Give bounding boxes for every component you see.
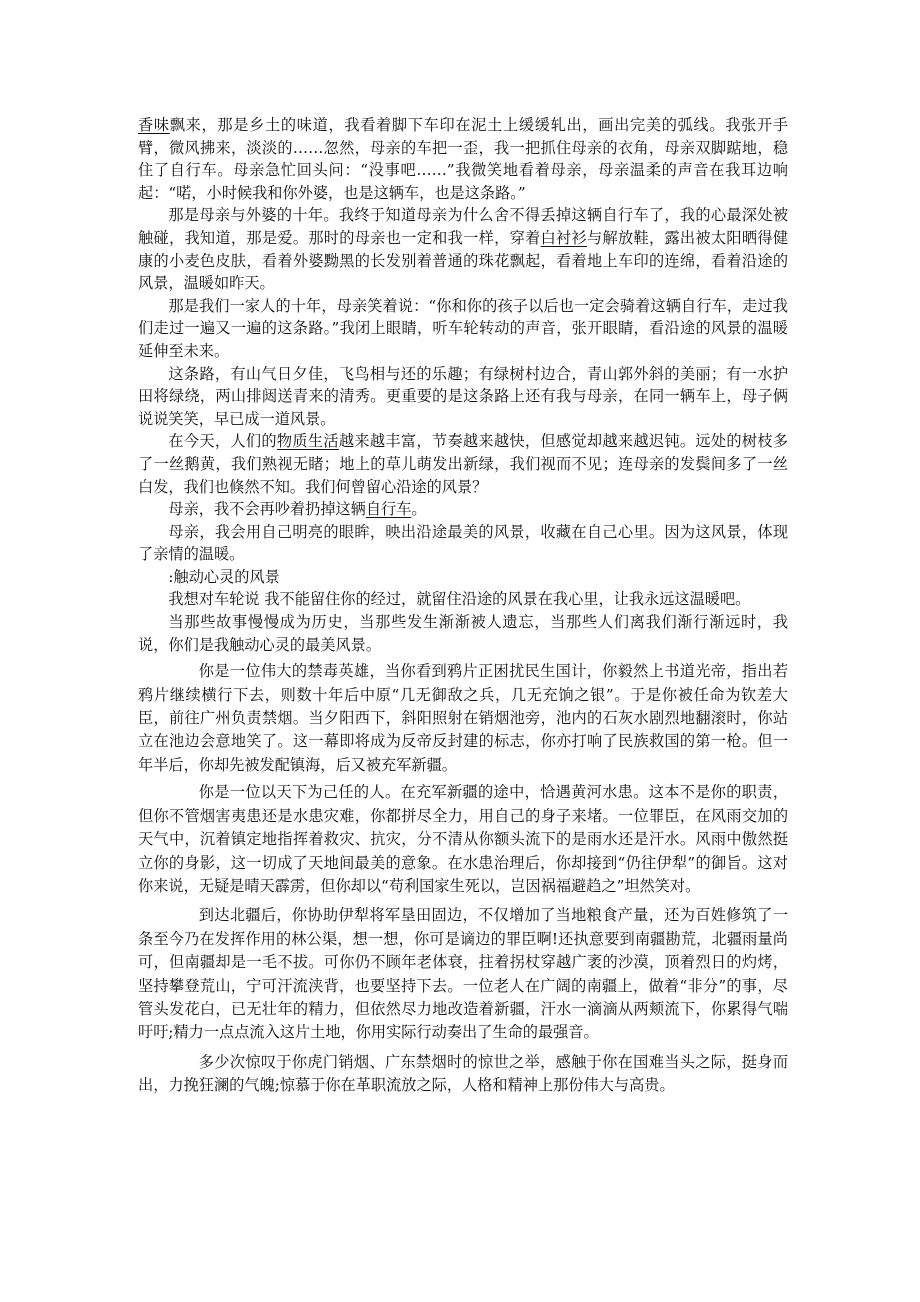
document-body [138, 114, 788, 1098]
text-run: 飘来，那是乡土的味道，我看着脚下车印在泥土上缓缓轧出，画出完美的弧线。我张开手臂，微风拂来，淡淡的……忽然，母亲的车把一歪，我一把抓住母亲的衣角，母亲双脚踮地，稳住了自行车。母亲急忙回头问：“没事吧……”我微笑地看着母亲，母亲温柔的声音在我耳边响起：“喏，小时候我和你外婆，也是这辆车，也是这条路。” [138, 116, 789, 202]
paragraph-14 [138, 1051, 788, 1098]
text-run: 在今天，人们的 [168, 432, 277, 451]
text-run: 到达北疆后，你协助伊犁将军垦田固边，不仅增加了当地粮食产量，还为百姓修筑了一条至今乃在发挥作用的林公渠，想一想，你可是谪边的罪臣啊!还执意要到南疆勘荒，北疆雨量尚可，但南疆却是一毛不拔。可你仍不顾年老体衰，拄着拐杖穿越广袤的沙漠，顶着烈日的灼烤，坚持攀登荒山，宁可汗流浃背，也要坚持下去。一位老人在广阔的南疆上，做着“非分”的事，尽管头发花白，已无壮年的精力，但依然尽力地改造着新疆，汗水一滴滴从两颊流下，你累得气喘吁吁;精力一点点流入这片土地，你用实际行动奏出了生命的最强音。 [138, 906, 788, 1042]
heading-text: :触动心灵的风景 [168, 567, 280, 586]
text-run: 这条路，有山气日夕佳，飞鸟相与还的乐趣；有绿树村边合，青山郭外斜的美丽；有一水护田将绿绕，两山排闼送青来的清秀。更重要的是这条路上还有我与母亲，在同一辆车上，母子俩说说笑笑，早已成一道风景。 [138, 364, 788, 428]
paragraph-1 [138, 114, 788, 204]
text-run: 母亲，我不会再吵着扔掉这辆 [168, 500, 366, 519]
paragraph-5 [138, 430, 788, 498]
text-run: 那是母亲与外婆的十年。我终于知道母亲为什么舍不得丢掉这辆自行车了，我的心最深处被触碰，我知道，那是爱。那时的母亲也一定和我一样，穿着 [138, 206, 788, 247]
paragraph-6 [138, 498, 788, 521]
text-run: 你是一位伟大的禁毒英雄，当你看到鸦片正困扰民生国计，你毅然上书道光帝，指出若鸦片继续横行下去，则数十年后中原“几无御敌之兵，几无充饷之银”。于是你被任命为钦差大臣，前往广州负责禁烟。当夕阳西下，斜阳照射在销烟池旁，池内的石灰水剧烈地翻滚时，你站立在池边会意地笑了。这一幕即将成为反帝反封建的标志，你亦打响了民族救国的第一枪。但一年半后，你却先被发配镇海，后又被充军新疆。 [138, 662, 788, 774]
paragraph-9 [138, 588, 788, 611]
text-run: 你是一位以天下为己任的人。在充军新疆的途中，恰遇黄河水患。这本不是你的职责，但你不管烟害夷患还是水患灾难，你都拼尽全力，用自己的身子来堵。一位罪臣，在风雨交加的天气中，沉着镇定地指挥着救灾、抗灾，分不清从你额头流下的是雨水还是汗水。风雨中傲然挺立你的身影，这一切成了天地间最美的意象。在水患治理后，你却接到“仍往伊犁”的御旨。这对你来说，无疑是晴天霹雳，但你却以“苟利国家生死以，岂因祸福避趋之”坦然笑对。 [138, 783, 788, 895]
paragraph-2 [138, 204, 788, 294]
paragraph-10 [138, 611, 788, 656]
paragraph-13 [138, 904, 788, 1044]
paragraph-11 [138, 660, 788, 777]
text-run: 越来越丰富，节奏越来越快，但感觉却越来越迟钝。远处的树枝多了一丝鹅黄，我们熟视无睹；地上的草儿萌发出新绿，我们视而不见；连母亲的发鬓间多了一丝白发，我们也倏然不知。我们何曾留心沿途的风景？ [138, 432, 789, 496]
underlined-phrase: 自行车 [365, 500, 412, 519]
text-run: 母亲，我会用自己明亮的眼眸，映出沿途最美的风景，收藏在自己心里。因为这风景，体现了亲情的温暖。 [138, 522, 788, 564]
text-run: 与解放鞋，露出被太阳晒得健康的小麦色皮肤，看着外婆黝黑的长发别着普通的珠花飘起，看着地上车印的连绵，看着沿途的风景，温暖如昨天。 [138, 228, 789, 293]
text-run: 我想对车轮说 我不能留住你的经过，就留住沿途的风景在我心里，让我永远这温暖吧。 [168, 590, 751, 609]
paragraph-7 [138, 521, 788, 566]
paragraph-3 [138, 295, 788, 363]
text-run: 那是我们一家人的十年，母亲笑着说：“你和你的孩子以后也一定会骑着这辆自行车，走过我们走过一遍又一遍的这条路。”我闭上眼睛，听车轮转动的声音，张开眼睛，看沿途的风景的温暖延伸至未来。 [138, 296, 788, 360]
text-run: 当那些故事慢慢成为历史，当那些发生渐渐被人遗忘，当那些人们离我们渐行渐远时，我说，你们是我触动心灵的最美风景。 [138, 613, 788, 654]
underlined-phrase: 物质生活 [276, 432, 339, 451]
underlined-phrase: 香味 [138, 116, 170, 134]
paragraph-4 [138, 363, 788, 431]
underlined-phrase: 白衬衫 [540, 228, 588, 247]
text-run: 多少次惊叹于你虎门销烟、广东禁烟时的惊世之举，感触于你在国难当头之际，挺身而出，力挽狂澜的气魄;惊慕于你在革职流放之际，人格和精神上那份伟大与高贵。 [138, 1052, 788, 1095]
section-heading [138, 566, 788, 589]
paragraph-12 [138, 781, 788, 898]
text-run: 。 [411, 500, 427, 519]
